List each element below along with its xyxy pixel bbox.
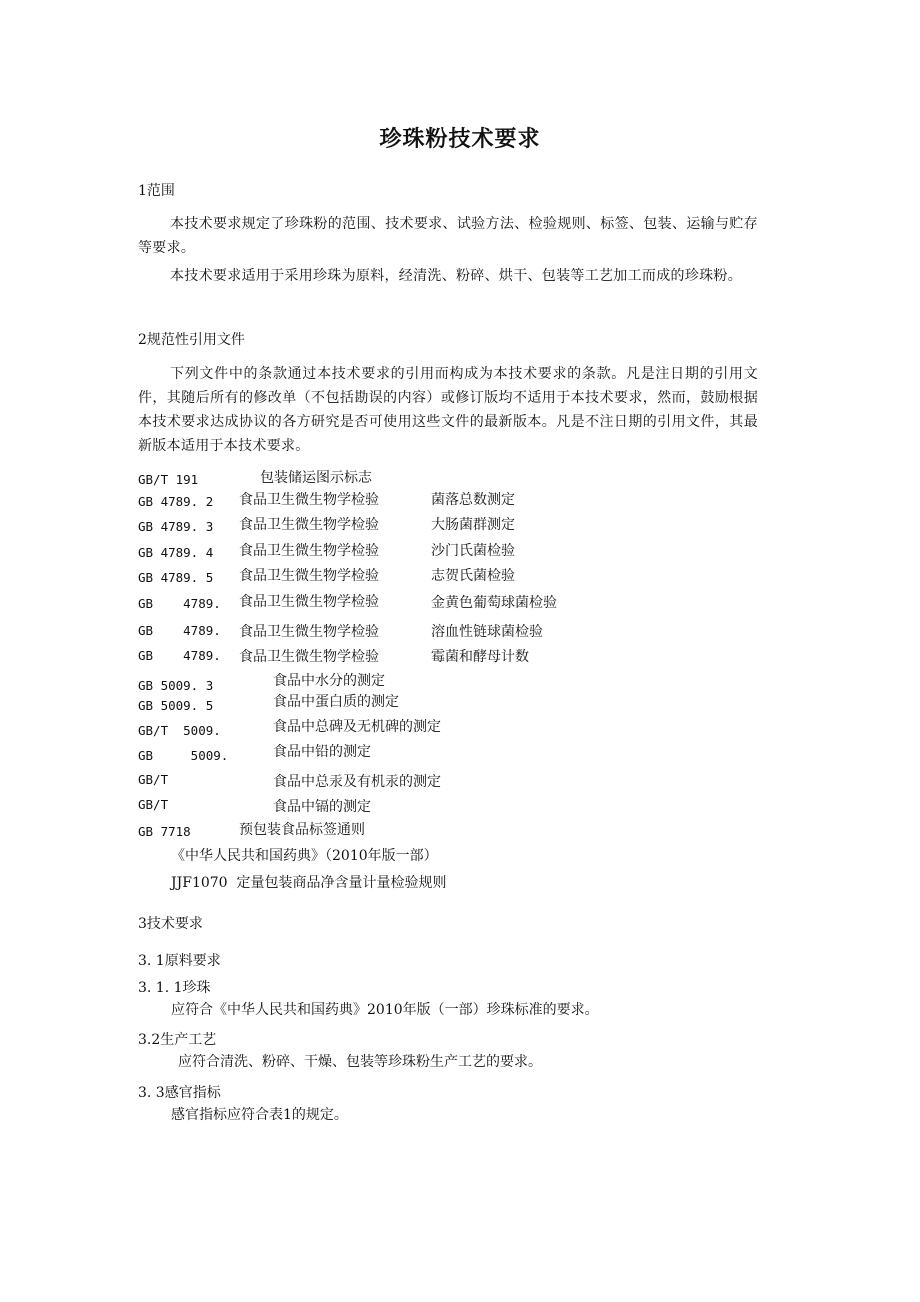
ref-subject-clipped bbox=[431, 595, 561, 614]
ref-code: GB 4789. 2 bbox=[138, 494, 214, 509]
ref-name: 预包装食品标签通则 bbox=[239, 822, 365, 838]
ref-code: GB 4789. 5 bbox=[138, 570, 214, 585]
ref-code: GB/T 5009. bbox=[138, 723, 221, 738]
ref-name: 包装储运图示标志 bbox=[260, 470, 372, 486]
ref-code: GB/T bbox=[138, 797, 169, 812]
ref-name: 食品中水分的测定 bbox=[273, 673, 385, 689]
ref-subject: 霉菌和酵母计数 bbox=[431, 649, 529, 665]
ref-subject: 金黄色葡萄球菌检验 bbox=[431, 595, 557, 611]
ref-name: 食品中总碑及无机碑的测定 bbox=[273, 719, 441, 735]
ref-subject: 沙门氏菌检验 bbox=[431, 543, 515, 559]
subsection-3-2-text: 应符合清洗、粉碎、干燥、包装等珍珠粉生产工艺的要求。 bbox=[178, 1054, 542, 1070]
ref-name: 食品卫生微生物学检验 bbox=[239, 649, 379, 665]
subsection-3-2-heading: 3.2生产工艺 bbox=[138, 1032, 217, 1048]
ref-name: 食品卫生微生物学检验 bbox=[239, 624, 379, 640]
ref-name: 食品中总汞及有机汞的测定 bbox=[273, 774, 441, 790]
ref-code: GB/T bbox=[138, 772, 169, 787]
ref-name: 食品卫生微生物学检验 bbox=[239, 517, 379, 533]
subsection-3-1-1-heading: 3. 1. 1珍珠 bbox=[138, 980, 211, 996]
ref-code: GB 5009. 3 bbox=[138, 678, 214, 693]
ref-code: GB/T 191 bbox=[138, 472, 199, 487]
ref-code: GB 4789. 3 bbox=[138, 519, 214, 534]
ref-subject: 志贺氏菌检验 bbox=[431, 568, 515, 584]
document-title: 珍珠粉技术要求 bbox=[379, 127, 541, 152]
subsection-3-1-1-text: 应符合《中华人民共和国药典》2010年版（一部）珍珠标准的要求。 bbox=[171, 1002, 599, 1018]
section-2-paragraph: 下列文件中的条款通过本技术要求的引用而构成为本技术要求的条款。凡是注日期的引用文件，其随后所有的修改单（不包括勘误的内容）或修订版均不适用于本技术要求，然而，鼓励根据本技术要求达成协议的各方研究是否可使用这些文件的最新版本。凡是不注日期的引用文件，其最新版本适用于本技术要求。 bbox=[138, 366, 758, 454]
subsection-3-3-heading: 3. 3感官指标 bbox=[138, 1085, 221, 1101]
ref-subject: 大肠菌群测定 bbox=[431, 517, 515, 533]
ref-code: GB 4789. bbox=[138, 596, 221, 611]
section-2-heading: 2规范性引用文件 bbox=[138, 332, 245, 348]
section-1-paragraph-1: 本技术要求规定了珍珠粉的范围、技术要求、试验方法、检验规则、标签、包装、运输与贮存等要求。 bbox=[138, 216, 758, 256]
ref-pharmacopoeia: 《中华人民共和国药典》（2010年版一部） bbox=[171, 848, 438, 864]
ref-name: 食品卫生微生物学检验 bbox=[239, 492, 379, 508]
ref-name: 食品中蛋白质的测定 bbox=[273, 694, 399, 710]
section-1-paragraph-2: 本技术要求适用于采用珍珠为原料，经清洗、粉碎、烘干、包装等工艺加工而成的珍珠粉。 bbox=[170, 268, 742, 284]
ref-code: GB 4789. bbox=[138, 623, 221, 638]
ref-name: 食品卫生微生物学检验 bbox=[239, 568, 379, 584]
ref-subject: 溶血性链球菌检验 bbox=[431, 624, 543, 640]
ref-name: 食品卫生微生物学检验 bbox=[239, 594, 379, 610]
ref-subject: 菌落总数测定 bbox=[431, 492, 515, 508]
section-1-heading: 1范围 bbox=[138, 183, 175, 199]
section-3-heading: 3技术要求 bbox=[138, 916, 203, 932]
ref-code: GB 4789. bbox=[138, 648, 221, 663]
ref-name: 食品卫生微生物学检验 bbox=[239, 543, 379, 559]
ref-code: GB 5009. bbox=[138, 748, 229, 763]
ref-code: GB 7718 bbox=[138, 824, 191, 839]
ref-name: 食品中镉的测定 bbox=[273, 799, 371, 815]
subsection-3-1-heading: 3. 1原料要求 bbox=[138, 953, 221, 969]
ref-name: 食品中铅的测定 bbox=[273, 744, 371, 760]
ref-code: GB 5009. 5 bbox=[138, 698, 214, 713]
subsection-3-3-text: 感官指标应符合表1的规定。 bbox=[171, 1107, 348, 1123]
ref-jjf1070: JJF1070 定量包装商品净含量计量检验规则 bbox=[171, 875, 447, 891]
ref-code: GB 4789. 4 bbox=[138, 545, 214, 560]
